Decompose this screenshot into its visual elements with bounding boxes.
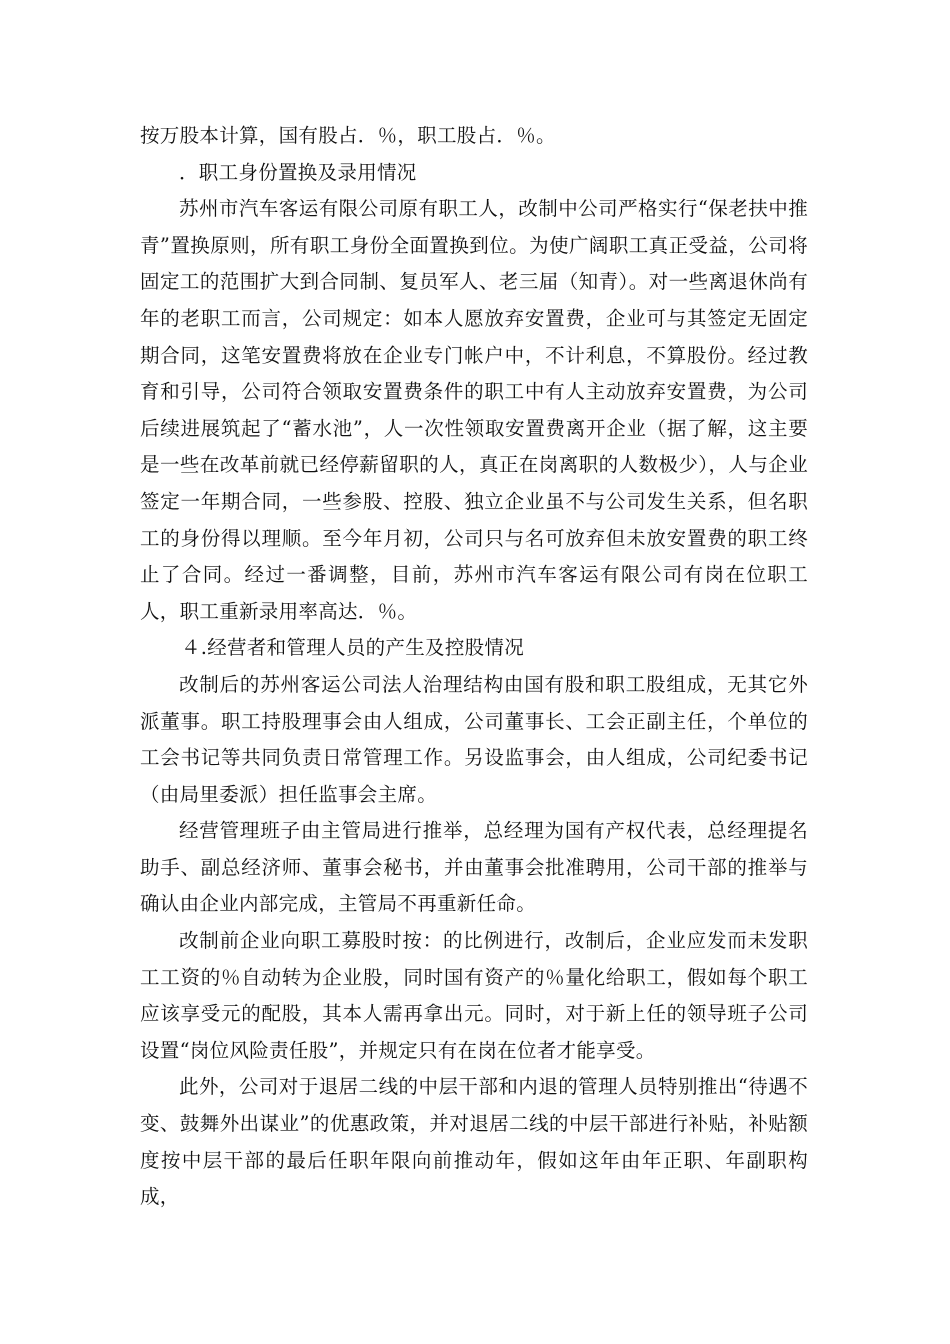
paragraph-retired-cadres: 此外，公司对于退居二线的中层干部和内退的管理人员特别推出“待遇不变、鼓舞外出谋业”的优惠政策，并对退居二线的中层干部进行补贴，补贴额度按中层干部的最后任职年限向前推动年，假如这年由年正职、年副职构成，: [140, 1075, 808, 1209]
paragraph-share-ratio: 按万股本计算，国有股占．％，职工股占．％。: [140, 124, 556, 147]
document-body: [140, 118, 808, 1216]
paragraph-management-team: 经营管理班子由主管局进行推举，总经理为国有产权代表，总经理提名助手、副总经济师、董事会秘书，并由董事会批准聘用，公司干部的推举与确认由企业内部完成，主管局不再重新任命。: [140, 819, 808, 916]
section-heading-management: ４.经营者和管理人员的产生及控股情况: [180, 636, 525, 660]
paragraph-share-offering: 改制前企业向职工募股时按：的比例进行，改制后，企业应发而未发职工工资的％自动转为企业股，同时国有资产的％量化给职工，假如每个职工应该享受元的配股，其本人需再拿出元。同时，对于新上任的领导班子公司设置“岗位风险责任股”，并规定只有在岗在位者才能享受。: [140, 929, 808, 1062]
paragraph-governance: 改制后的苏州客运公司法人治理结构由国有股和职工股组成，无其它外派董事。职工持股理事会由人组成，公司董事长、工会正副主任，个单位的工会书记等共同负责日常管理工作。另设监事会，由人组成，公司纪委书记（由局里委派）担任监事会主席。: [140, 672, 808, 806]
section-heading-identity-replacement: ．职工身份置换及录用情况: [179, 160, 417, 184]
paragraph-identity-replacement: 苏州市汽车客运有限公司原有职工人，改制中公司严格实行“保老扶中推青”置换原则，所有职工身份全面置换到位。为使广阔职工真正受益，公司将固定工的范围扩大到合同制、复员军人、老三届（知青）。对一些离退休尚有年的老职工而言，公司规定：如本人愿放弃安置费，企业可与其签定无固定期合同，这笔安置费将放在企业专门帐户中，不计利息，不算股份。经过教育和引导，公司符合领取安置费条件的职工中有人主动放弃安置费，为公司后续进展筑起了“蓄水池”，人一次性领取安置费离开企业（据了解，这主要是一些在改革前就已经停薪留职的人，真正在岗离职的人数极少），人与企业签定一年期合同，一些参股、控股、独立企业虽不与公司发生关系，但名职工的身份得以理顺。至今年月初，公司只与名可放弃但未放安置费的职工终止了合同。经过一番调整，目前，苏州市汽车客运有限公司有岗在位职工人，职工重新录用率高达．％。: [140, 197, 808, 623]
